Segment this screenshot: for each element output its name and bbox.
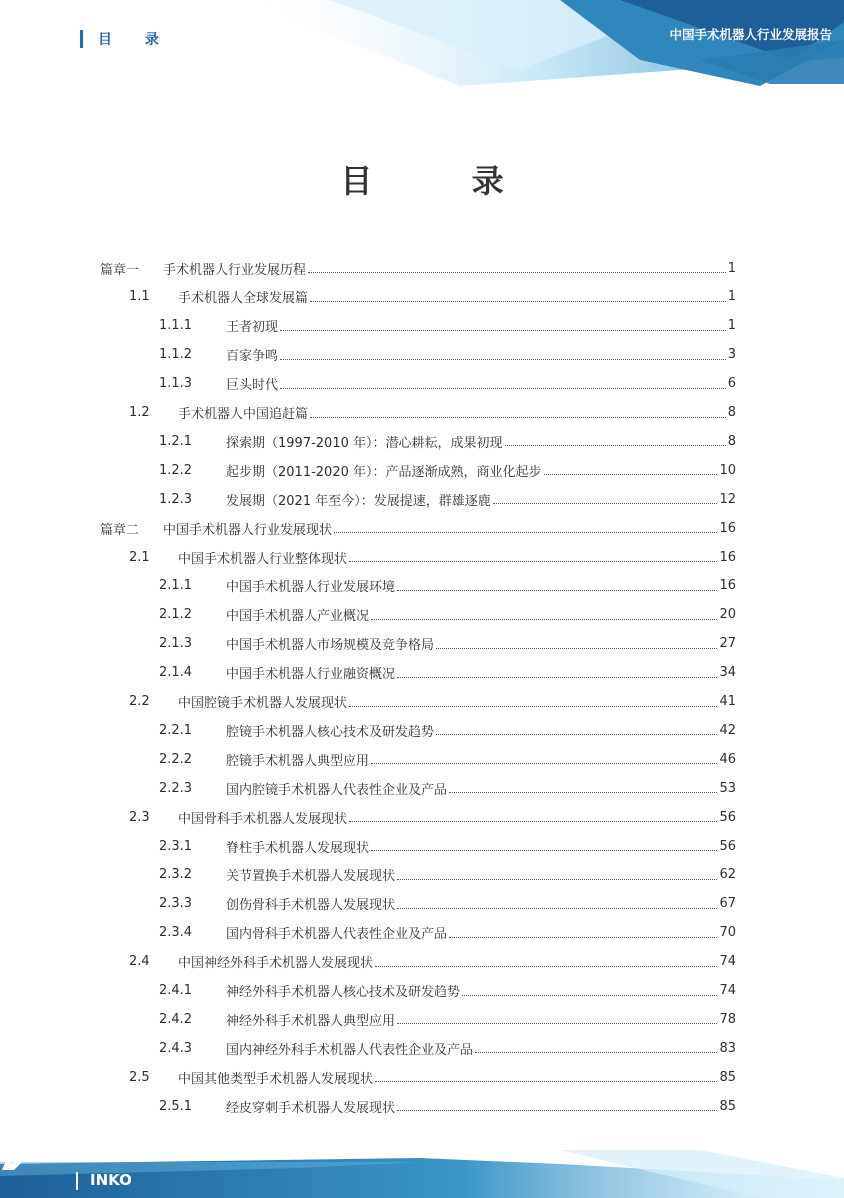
toc-entry[interactable] (159, 1034, 736, 1062)
brand-logo-icon (0, 1150, 26, 1172)
toc-dot-leader (397, 676, 717, 678)
toc-dot-leader (449, 936, 717, 938)
toc-entry-page: 41 (719, 694, 736, 709)
toc-entry[interactable] (159, 745, 736, 773)
toc-entry-page: 16 (719, 520, 736, 536)
page-footer (0, 1150, 844, 1198)
toc-entry-title: 脊柱手术机器人发展现状 (226, 840, 370, 856)
toc-entry[interactable] (159, 919, 736, 947)
toc-dot-leader (280, 358, 726, 360)
toc-entry-page: 10 (719, 462, 736, 478)
toc-entry[interactable] (159, 774, 736, 802)
toc-entry-number: 2.2.1 (159, 722, 193, 738)
toc-entry[interactable] (159, 716, 736, 744)
toc-entry-page: 83 (719, 1040, 736, 1056)
header-section-label: 目 录 (98, 32, 173, 48)
toc-entry-page: 8 (727, 405, 736, 420)
toc-entry-title: 神经外科手术机器人核心技术及研发趋势 (226, 985, 461, 1000)
toc-entry-title: 百家争鸣 (226, 349, 279, 365)
page-header (0, 0, 844, 100)
toc-entry-page: 1 (727, 260, 736, 276)
toc-entry-title: 中国手术机器人行业融资概况 (226, 667, 396, 683)
toc-entry-title: 国内神经外科手术机器人代表性企业及产品 (226, 1042, 474, 1058)
toc-entry[interactable] (159, 601, 736, 629)
toc-entry-number: 2.1 (129, 549, 150, 565)
toc-entry-page: 85 (719, 1069, 736, 1085)
toc-dot-leader (544, 473, 718, 475)
toc-entry[interactable] (129, 543, 736, 571)
toc-entry-title: 中国神经外科手术机器人发展现状 (178, 956, 374, 972)
toc-entry-number: 1.2.1 (159, 433, 193, 449)
toc-entry-number: 2.2 (129, 694, 150, 709)
toc-entry-title: 经皮穿刺手术机器人发展现状 (226, 1100, 396, 1116)
toc-entry-number: 1.2.2 (159, 462, 193, 478)
toc-entry[interactable] (100, 254, 736, 282)
toc-entry-number: 1.2 (129, 405, 150, 420)
toc-dot-leader (436, 647, 717, 649)
toc-entry[interactable] (159, 1092, 736, 1120)
page-title: 目 录 (340, 162, 548, 200)
header-accent-bar (80, 30, 83, 48)
toc-entry-number: 2.2.2 (159, 751, 193, 767)
toc-entry-title: 中国手术机器人市场规模及竞争格局 (226, 638, 435, 654)
toc-entry-page: 62 (719, 867, 736, 883)
toc-dot-leader (475, 1051, 717, 1053)
toc-entry-page: 42 (719, 722, 736, 738)
toc-entry[interactable] (159, 630, 736, 658)
toc-entry-page: 16 (719, 549, 736, 565)
toc-entry-number: 2.2.3 (159, 780, 193, 796)
toc-entry-page: 1 (727, 289, 736, 305)
toc-entry-number: 2.1.2 (159, 607, 193, 623)
toc-dot-leader (349, 820, 717, 822)
toc-dot-leader (310, 300, 726, 302)
toc-dot-leader (397, 907, 717, 909)
toc-entry-page: 53 (719, 780, 736, 796)
toc-entry-page: 85 (719, 1098, 736, 1114)
toc-entry-title: 中国腔镜手术机器人发展现状 (178, 696, 348, 711)
toc-entry[interactable] (159, 370, 736, 398)
toc-entry[interactable] (159, 832, 736, 860)
toc-entry-page: 67 (719, 896, 736, 912)
toc-entry[interactable] (159, 1005, 736, 1033)
toc-dot-leader (371, 762, 717, 764)
toc-entry-number: 2.3.1 (159, 838, 193, 854)
toc-entry-number: 1.1.2 (159, 347, 193, 363)
toc-dot-leader (493, 502, 718, 504)
footer-brand: INKO (90, 1171, 132, 1189)
toc-entry[interactable] (129, 688, 736, 716)
toc-dot-leader (397, 1022, 717, 1024)
toc-dot-leader (310, 416, 726, 418)
toc-entry-title: 国内腔镜手术机器人代表性企业及产品 (226, 782, 448, 798)
toc-entry-title: 国内骨科手术机器人代表性企业及产品 (226, 927, 448, 943)
toc-dot-leader (349, 560, 717, 562)
toc-entry-page: 20 (719, 607, 736, 623)
toc-entry-number: 2.1.4 (159, 665, 193, 681)
toc-entry-number: 2.3.4 (159, 925, 193, 941)
toc-dot-leader (334, 531, 717, 533)
toc-entry[interactable] (129, 283, 736, 311)
toc-dot-leader (397, 878, 717, 880)
toc-entry-page: 1 (727, 318, 736, 334)
toc-entry-number: 2.3.3 (159, 896, 193, 912)
toc-entry[interactable] (159, 485, 736, 513)
footer-separator (76, 1172, 78, 1190)
toc-entry-title: 关节置换手术机器人发展现状 (226, 869, 396, 885)
toc-entry-page: 46 (719, 751, 736, 767)
toc-entry-number: 2.4.1 (159, 983, 193, 998)
header-decoration (0, 0, 844, 100)
toc-entry-number: 篇章一 (100, 262, 140, 278)
toc-dot-leader (436, 733, 717, 735)
toc-dot-leader (371, 618, 717, 620)
toc-entry[interactable] (129, 948, 736, 976)
toc-entry[interactable] (159, 427, 736, 455)
toc-entry-page: 34 (719, 665, 736, 681)
toc-entry-title: 发展期（2021 年至今）：发展提速，群雄逐鹿 (226, 493, 491, 509)
toc-entry-page: 27 (719, 636, 736, 652)
toc-dot-leader (397, 1109, 717, 1111)
toc-dot-leader (371, 849, 717, 851)
toc-entry-page: 74 (719, 983, 736, 998)
toc-entry-number: 2.3.2 (159, 867, 193, 883)
toc-entry-number: 1.1.1 (159, 318, 193, 334)
toc-entry-title: 中国其他类型手术机器人发展现状 (178, 1071, 374, 1087)
toc-entry-page: 56 (719, 809, 736, 825)
toc-entry-number: 1.1.3 (159, 376, 193, 392)
toc-dot-leader (375, 1080, 717, 1082)
toc-dot-leader (308, 271, 726, 273)
toc-dot-leader (349, 705, 717, 707)
toc-entry-page: 12 (719, 491, 736, 507)
toc-dot-leader (397, 589, 717, 591)
toc-entry-title: 腔镜手术机器人典型应用 (226, 753, 370, 769)
toc-entry-number: 2.3 (129, 809, 150, 825)
toc-entry-page: 3 (727, 347, 736, 363)
header-report-title: 中国手术机器人行业发展报告 (669, 27, 832, 42)
toc-dot-leader (375, 965, 717, 967)
toc-entry-page: 6 (727, 376, 736, 392)
toc-entry-number: 2.5.1 (159, 1098, 193, 1114)
toc-entry[interactable] (159, 890, 736, 918)
toc-entry-page: 78 (719, 1011, 736, 1027)
toc-entry[interactable] (100, 514, 736, 542)
toc-entry-page: 70 (719, 925, 736, 941)
toc-entry[interactable] (159, 659, 736, 687)
toc-entry-number: 2.4.2 (159, 1011, 193, 1027)
toc-entry-number: 1.1 (129, 289, 150, 305)
toc-entry-title: 神经外科手术机器人典型应用 (226, 1013, 396, 1029)
toc-entry-title: 巨头时代 (226, 378, 279, 394)
toc-entry-page: 8 (727, 433, 736, 449)
toc-entry-title: 中国手术机器人行业发展环境 (226, 580, 396, 596)
toc-entry-number: 2.1.3 (159, 636, 193, 652)
toc-entry[interactable] (159, 456, 736, 484)
toc-entry[interactable] (159, 977, 736, 1005)
toc-entry-page: 74 (719, 954, 736, 970)
toc-entry[interactable] (129, 803, 736, 831)
toc-entry-title: 手术机器人全球发展篇 (178, 291, 309, 307)
toc-entry-page: 56 (719, 838, 736, 854)
toc-dot-leader (505, 444, 726, 446)
toc-entry-title: 中国手术机器人产业概况 (226, 609, 370, 625)
toc-entry[interactable] (129, 399, 736, 427)
toc-entry-title: 中国手术机器人行业发展现状 (163, 522, 333, 538)
toc-entry[interactable] (159, 572, 736, 600)
toc-dot-leader (280, 387, 726, 389)
toc-entry-title: 王者初现 (226, 320, 279, 336)
toc-entry-number: 1.2.3 (159, 491, 193, 507)
toc-entry-title: 探索期（1997-2010 年）：潜心耕耘，成果初现 (226, 435, 503, 451)
toc-entry[interactable] (129, 1063, 736, 1091)
toc-entry-number: 2.4 (129, 954, 150, 970)
toc-entry[interactable] (159, 312, 736, 340)
toc-entry-number: 2.5 (129, 1069, 150, 1085)
toc-dot-leader (280, 329, 726, 331)
toc-entry-title: 中国骨科手术机器人发展现状 (178, 811, 348, 827)
toc-entry[interactable] (159, 341, 736, 369)
toc-entry-title: 腔镜手术机器人核心技术及研发趋势 (226, 724, 435, 740)
toc-entry-number: 2.1.1 (159, 578, 193, 594)
toc-entry-title: 手术机器人中国追赶篇 (178, 407, 309, 422)
toc-entry-number: 2.4.3 (159, 1040, 193, 1056)
toc-entry-number: 篇章二 (100, 522, 140, 538)
toc-entry-title: 手术机器人行业发展历程 (163, 262, 307, 278)
toc-entry-title: 创伤骨科手术机器人发展现状 (226, 898, 396, 914)
toc-entry[interactable] (159, 861, 736, 889)
toc-dot-leader (462, 994, 717, 996)
toc-entry-title: 起步期（2011-2020 年）：产品逐渐成熟，商业化起步 (226, 464, 542, 480)
toc-entry-title: 中国手术机器人行业整体现状 (178, 551, 348, 567)
toc-entry-page: 16 (719, 578, 736, 594)
toc-dot-leader (449, 791, 717, 793)
